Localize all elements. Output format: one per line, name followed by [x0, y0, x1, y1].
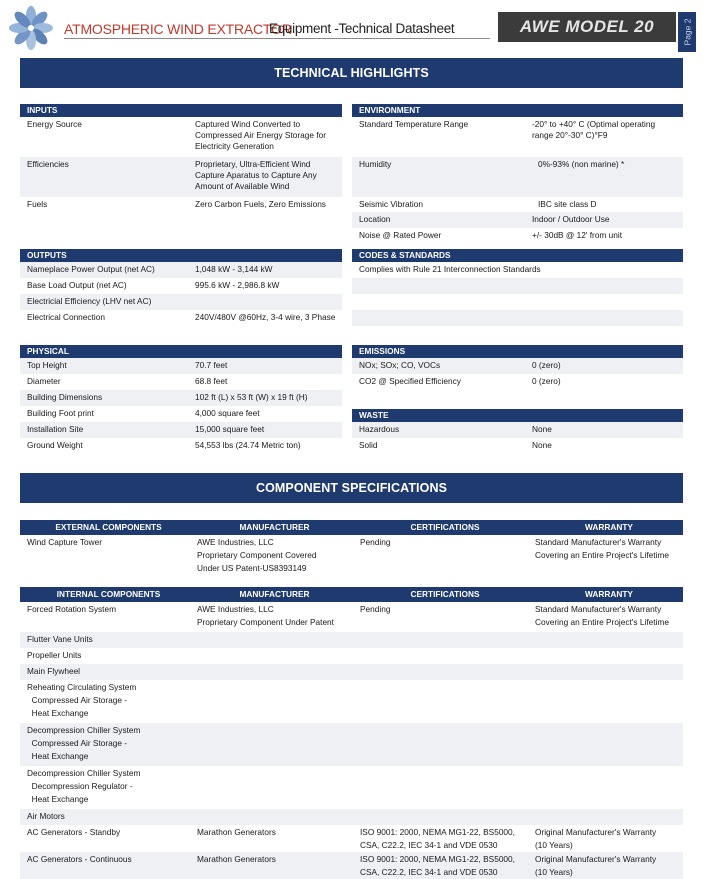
waste-heading: WASTE: [352, 409, 683, 422]
spec-label: Top Height: [27, 360, 67, 370]
list-item: [352, 310, 683, 326]
list-item: [20, 438, 342, 454]
table-row: [20, 852, 683, 879]
list-item: [352, 422, 683, 438]
inputs-heading: INPUTS: [20, 104, 342, 117]
waste-section: [352, 409, 683, 454]
spec-value: Proprietary, Ultra-Efficient Wind Capture Aparatus to Capture Any Amount of Available Wind: [195, 159, 317, 191]
list-item: [20, 117, 342, 157]
manufacturer-cell: Marathon Generators: [197, 827, 276, 837]
table-header: [20, 587, 683, 602]
list-item: [20, 157, 342, 197]
spec-value: 1,048 kW - 3,144 kW: [195, 264, 273, 274]
spec-label: Electrical Connection: [27, 312, 105, 322]
product-title: ATMOSPHERIC WIND EXTRACTOR: [64, 21, 292, 37]
environment-section: [352, 104, 683, 244]
spec-label: Ground Weight: [27, 440, 83, 450]
table-row: [20, 648, 683, 664]
component-cell: Main Flywheel: [27, 666, 81, 676]
spec-label: Humidity: [359, 159, 392, 169]
list-item: [20, 310, 342, 326]
component-cell: Forced Rotation System: [27, 604, 116, 614]
column-header: EXTERNAL COMPONENTS: [55, 522, 162, 532]
spec-label: Building Dimensions: [27, 392, 103, 402]
component-cell: AC Generators - Standby: [27, 827, 121, 837]
warranty-cell: Original Manufacturer's Warranty (10 Years): [535, 854, 657, 877]
manufacturer-cell: AWE Industries, LLC Proprietary Component Covered Under US Patent-US8393149: [197, 537, 317, 573]
list-item: [352, 197, 683, 212]
component-cell: Decompression Chiller System Compressed Air Storage - Heat Exchange: [27, 725, 141, 761]
list-item: [20, 374, 342, 390]
spec-label: [352, 296, 359, 308]
column-header: MANUFACTURER: [239, 522, 310, 532]
spec-label: Energy Source: [27, 119, 82, 129]
component-cell: Flutter Vane Units: [27, 634, 93, 644]
outputs-heading: OUTPUTS: [20, 249, 342, 262]
list-item: [20, 390, 342, 406]
spec-value: -20° to +40° C (Optimal operating range 20°-30° C)°F9: [532, 119, 656, 140]
emissions-section: [352, 345, 683, 390]
warranty-cell: Standard Manufacturer's Warranty Covering an Entire Project's Lifetime: [535, 537, 669, 560]
page-number: Page 2: [682, 18, 693, 46]
spec-value: 102 ft (L) x 53 ft (W) x 19 ft (H): [195, 392, 308, 402]
component-cell: AC Generators - Continuous: [27, 854, 132, 864]
page-number-tab: [678, 12, 696, 52]
component-cell: Wind Capture Tower: [27, 537, 103, 547]
outputs-section: [20, 249, 342, 326]
table-row: [20, 664, 683, 680]
component-cell: Air Motors: [27, 811, 65, 821]
spec-label: [352, 312, 359, 324]
list-item: [352, 438, 683, 454]
table-header: [20, 520, 683, 535]
warranty-cell: Original Manufacturer's Warranty (10 Years): [535, 827, 657, 850]
list-item: [352, 374, 683, 390]
spec-label: CO2 @ Specified Efficiency: [359, 376, 461, 386]
list-item: [20, 406, 342, 422]
spec-value: Indoor / Outdoor Use: [532, 214, 610, 224]
spec-value: 0%-93% (non marine) *: [538, 159, 625, 169]
spec-label: Hazardous: [359, 424, 400, 434]
column-header: WARRANTY: [585, 589, 633, 599]
list-item: [20, 294, 342, 310]
spec-value: 70.7 feet: [195, 360, 228, 370]
list-item: [20, 262, 342, 278]
component-cell: Reheating Circulating System Compressed Air Storage - Heat Exchange: [27, 682, 137, 718]
spec-value: Captured Wind Converted to Compressed Air Energy Storage for Electricity Generation: [195, 119, 326, 151]
spec-value: IBC site class D: [538, 199, 597, 209]
table-row: [20, 602, 683, 632]
table-row: [20, 809, 683, 825]
spec-value: +/- 30dB @ 12' from unit: [532, 230, 623, 240]
component-specs-banner: COMPONENT SPECIFICATIONS: [20, 473, 683, 503]
spec-value: 995.6 kW - 2,986.8 kW: [195, 280, 280, 290]
column-header: WARRANTY: [585, 522, 633, 532]
internal-components-table: [20, 587, 683, 879]
spec-label: Nameplace Power Output (net AC): [27, 264, 155, 274]
spec-label: Building Foot print: [27, 408, 94, 418]
spec-value: 4,000 square feet: [195, 408, 260, 418]
manufacturer-cell: Marathon Generators: [197, 854, 276, 864]
spec-label: Location: [359, 214, 391, 224]
spec-label: Fuels: [27, 199, 48, 209]
inputs-section: [20, 104, 342, 212]
header-divider: [64, 38, 490, 39]
physical-section: [20, 345, 342, 454]
list-item: [20, 197, 342, 212]
list-item: [352, 228, 683, 244]
list-item: [20, 278, 342, 294]
spec-value: 0 (zero): [532, 360, 561, 370]
spec-label: Seismic Vibration: [359, 199, 423, 209]
spec-label: NOx; SOx; CO, VOCs: [359, 360, 441, 370]
list-item: [352, 212, 683, 228]
column-header: CERTIFICATIONS: [410, 589, 480, 599]
model-badge: AWE MODEL 20: [498, 12, 676, 42]
external-components-table: [20, 520, 683, 579]
environment-heading: ENVIRONMENT: [352, 104, 683, 117]
warranty-cell: Standard Manufacturer's Warranty Covering an Entire Project's Lifetime: [535, 604, 669, 627]
spec-label: Complies with Rule 21 Interconnection Standards: [359, 264, 541, 274]
table-row: [20, 632, 683, 648]
certifications-cell: ISO 9001: 2000, NEMA MG1-22, BS5000, CSA, C22.2, IEC 34-1 and VDE 0530: [360, 854, 515, 877]
spec-label: Diameter: [27, 376, 61, 386]
list-item: [352, 157, 683, 197]
list-item: [352, 262, 683, 278]
emissions-heading: EMISSIONS: [352, 345, 683, 358]
list-item: [352, 358, 683, 374]
spec-value: 15,000 square feet: [195, 424, 265, 434]
turbine-logo-icon: [6, 6, 56, 50]
spec-label: Electricial Efficiency (LHV net AC): [27, 296, 152, 306]
spec-label: Installation Site: [27, 424, 84, 434]
page-header: [0, 0, 703, 54]
list-item: [352, 278, 683, 294]
spec-value: 240V/480V @60Hz, 3-4 wire, 3 Phase: [195, 312, 336, 322]
table-row: [20, 825, 683, 852]
spec-value: 54,553 lbs (24.74 Metric ton): [195, 440, 301, 450]
table-row: [20, 723, 683, 766]
spec-value: None: [532, 440, 552, 450]
certifications-cell: Pending: [360, 604, 391, 614]
certifications-cell: ISO 9001: 2000, NEMA MG1-22, BS5000, CSA, C22.2, IEC 34-1 and VDE 0530: [360, 827, 515, 850]
spec-value: 68.8 feet: [195, 376, 228, 386]
spec-label: Solid: [359, 440, 378, 450]
column-header: CERTIFICATIONS: [410, 522, 480, 532]
component-cell: Decompression Chiller System Decompression Regulator - Heat Exchange: [27, 768, 141, 804]
spec-label: Noise @ Rated Power: [359, 230, 442, 240]
column-header: MANUFACTURER: [239, 589, 310, 599]
certifications-cell: Pending: [360, 537, 391, 547]
spec-value: Zero Carbon Fuels, Zero Emissions: [195, 199, 326, 209]
list-item: [352, 117, 683, 157]
table-row: [20, 680, 683, 723]
table-row: [20, 766, 683, 809]
manufacturer-cell: AWE Industries, LLC Proprietary Component Under Patent: [197, 604, 334, 627]
spec-value: [195, 296, 340, 308]
list-item: [20, 358, 342, 374]
codes-heading: CODES & STANDARDS: [352, 249, 683, 262]
table-row: [20, 535, 683, 579]
list-item: [352, 294, 683, 310]
spec-label: Standard Temperature Range: [359, 119, 469, 129]
technical-highlights-banner: TECHNICAL HIGHLIGHTS: [20, 58, 683, 88]
codes-section: [352, 249, 683, 326]
spec-label: [352, 280, 359, 292]
spec-value: 0 (zero): [532, 376, 561, 386]
physical-heading: PHYSICAL: [20, 345, 342, 358]
spec-label: Base Load Output (net AC): [27, 280, 127, 290]
column-header: INTERNAL COMPONENTS: [56, 589, 161, 599]
spec-value: None: [532, 424, 552, 434]
document-subtitle: Equipment -Technical Datasheet: [269, 21, 455, 36]
list-item: [20, 422, 342, 438]
spec-label: Efficiencies: [27, 159, 69, 169]
component-cell: Propeller Units: [27, 650, 82, 660]
